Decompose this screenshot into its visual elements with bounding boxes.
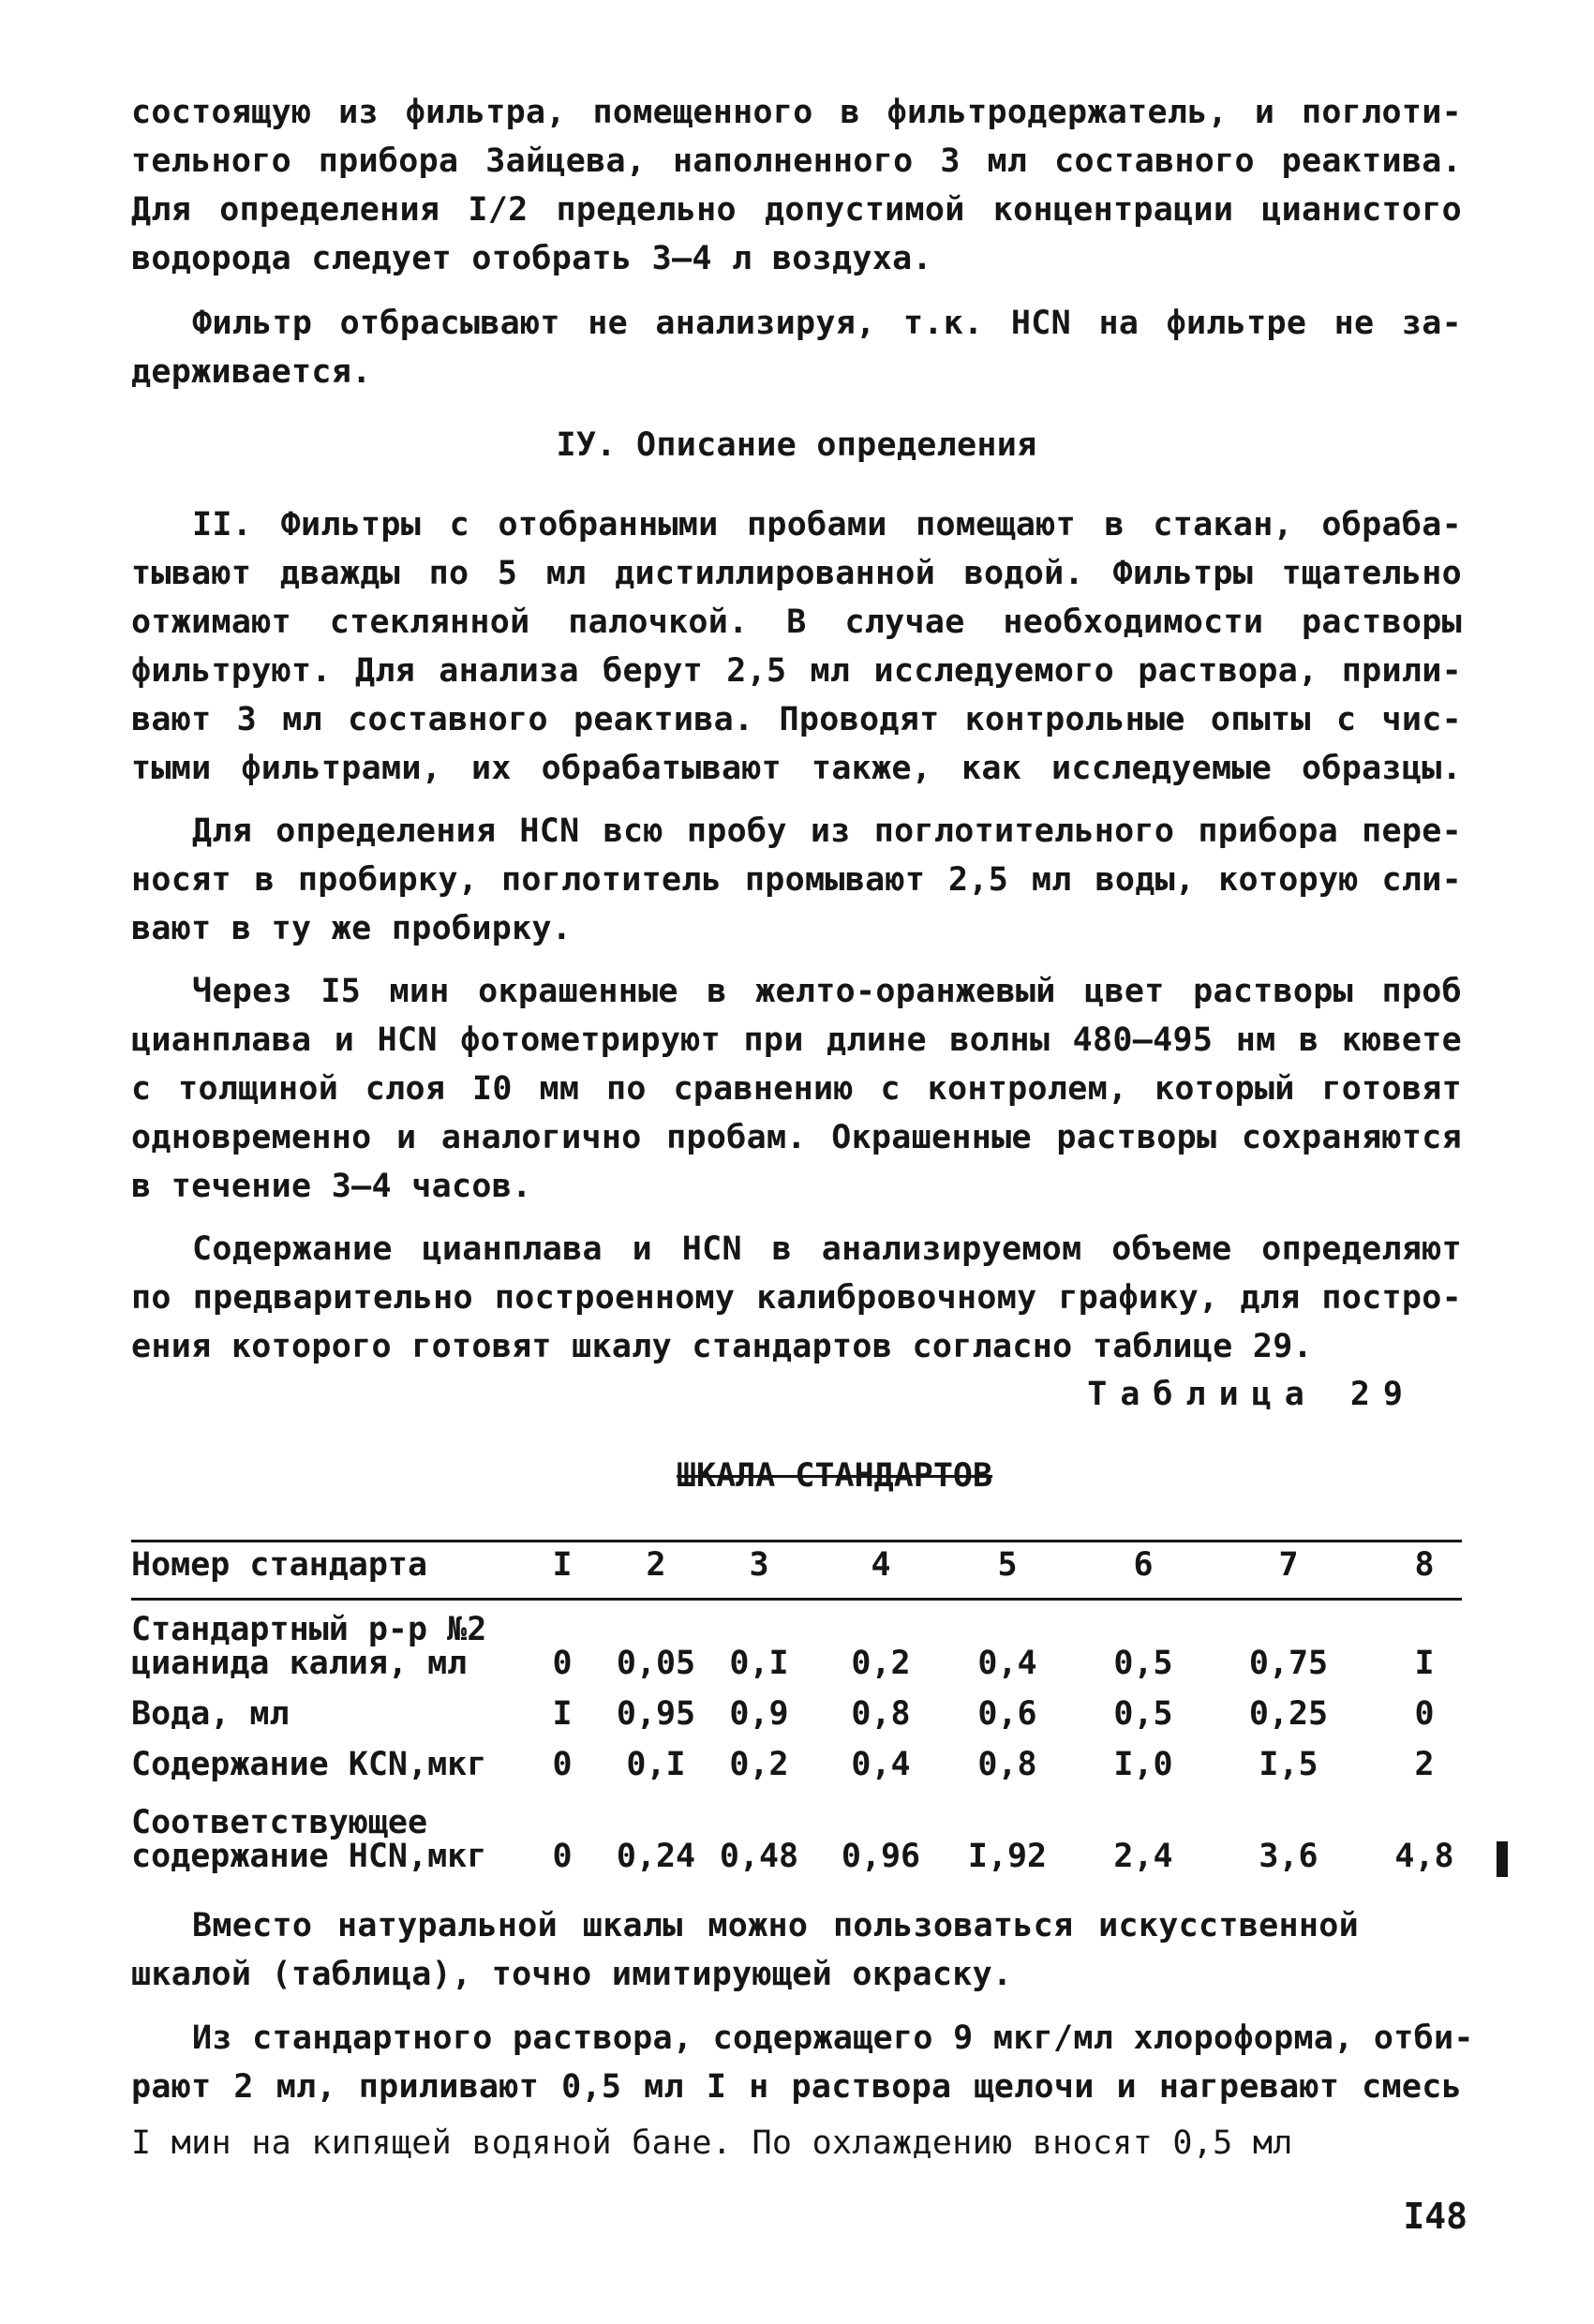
table-cell: 0,96: [841, 1838, 921, 1875]
table-cell: 2: [1414, 1746, 1435, 1783]
text-line: Фильтр отбрасывают не анализируя, т.к. HCN на фильтре не за-: [192, 305, 1462, 342]
table-cell: I,92: [967, 1838, 1048, 1875]
text-line: Через I5 мин окрашенные в желто-оранжевый цвет растворы проб: [192, 973, 1462, 1010]
table-row-label: содержание HCN,мкг: [131, 1838, 487, 1875]
table-header-rule: [131, 1598, 1462, 1601]
table-cell: 0: [552, 1838, 573, 1875]
text-line: одновременно и аналогично пробам. Окрашенные растворы сохраняются: [131, 1119, 1462, 1156]
table-cell: I: [1414, 1645, 1435, 1682]
text-line: отжимают стеклянной палочкой. В случае необходимости растворы: [131, 603, 1462, 641]
table-label: Таблица 29: [1087, 1376, 1416, 1413]
table-cell: 0,05: [616, 1645, 696, 1682]
ink-blot: [1497, 1841, 1508, 1877]
table-cell: 0,48: [719, 1838, 799, 1875]
table-cell: 0,5: [1113, 1645, 1173, 1682]
table-row-label: Вода, мл: [131, 1695, 290, 1733]
text-line: Вместо натуральной шкалы можно пользоваться искусственной: [192, 1907, 1359, 1944]
table-cell: 4,8: [1394, 1838, 1454, 1875]
table-row-label: цианида калия, мл: [131, 1645, 468, 1682]
table-column-header: 7: [1278, 1546, 1299, 1584]
text-line: цианплава и HCN фотометрируют при длине волны 480–495 нм в кювете: [131, 1021, 1462, 1059]
text-line: шкалой (таблица), точно имитирующей окраску.: [131, 1956, 1013, 1993]
text-line: водорода следует отобрать 3–4 л воздуха.: [131, 240, 932, 277]
text-line: вают 3 мл составного реактива. Проводят контрольные опыты с чис-: [131, 701, 1462, 738]
table-cell: 0,25: [1248, 1695, 1329, 1733]
text-line: фильтруют. Для анализа берут 2,5 мл исследуемого раствора, прили-: [131, 652, 1462, 690]
table-cell: 2,4: [1113, 1838, 1173, 1875]
text-line: вают в ту же пробирку.: [131, 910, 573, 947]
table-header-label: Номер стандарта: [131, 1546, 428, 1584]
table-column-header: 8: [1414, 1546, 1435, 1584]
table-cell: 0: [552, 1746, 573, 1783]
table-cell: 0,2: [729, 1746, 789, 1783]
table-cell: 0,95: [616, 1695, 696, 1733]
text-line: по предварительно построенному калибровочному графику, для постро-: [131, 1279, 1462, 1317]
text-line: ения которого готовят шкалу стандартов согласно таблице 29.: [131, 1328, 1313, 1365]
text-line: I мин на кипящей водяной бане. По охлаждению вносят 0,5 мл: [131, 2124, 1293, 2162]
table-title: [0, 1452, 1594, 1499]
table-cell: 0,75: [1248, 1645, 1329, 1682]
table-cell: 0,I: [729, 1645, 789, 1682]
table-cell: 3,6: [1259, 1838, 1318, 1875]
text-line: Из стандартного раствора, содержащего 9 мкг/мл хлороформа, отби-: [192, 2019, 1474, 2057]
table-column-header: 6: [1133, 1546, 1154, 1584]
text-line: Содержание цианплава и HCN в анализируемом объеме определяют: [192, 1230, 1462, 1268]
text-line: тыми фильтрами, их обрабатывают также, как исследуемые образцы.: [131, 750, 1462, 787]
table-cell: 0,8: [977, 1746, 1037, 1783]
table-column-header: 2: [646, 1546, 666, 1584]
table-top-rule: [131, 1540, 1462, 1542]
table-row-label: Стандартный р-р №2: [131, 1611, 487, 1648]
table-cell: 0,5: [1113, 1695, 1173, 1733]
text-line: II. Фильтры с отобранными пробами помещают в стакан, обраба-: [192, 506, 1462, 544]
table-cell: I,0: [1113, 1746, 1173, 1783]
text-line: тельного прибора Зайцева, наполненного 3 мл составного реактива.: [131, 142, 1462, 180]
page-number: I48: [1403, 2196, 1467, 2237]
table-cell: 0: [552, 1645, 573, 1682]
text-line: тывают дважды по 5 мл дистиллированной водой. Фильтры тщательно: [131, 555, 1462, 592]
table-cell: I: [552, 1695, 573, 1733]
text-line: состоящую из фильтра, помещенного в фильтродержатель, и поглоти-: [131, 94, 1462, 131]
text-line: Для определения I/2 предельно допустимой концентрации цианистого: [131, 191, 1462, 229]
text-line: рают 2 мл, приливают 0,5 мл I н раствора щелочи и нагревают смесь: [131, 2068, 1462, 2106]
text-line: с толщиной слоя I0 мм по сравнению с контролем, который готовят: [131, 1070, 1462, 1108]
table-column-header: 5: [997, 1546, 1018, 1584]
table-column-header: I: [552, 1546, 573, 1584]
table-cell: 0,9: [729, 1695, 789, 1733]
table-row-label: Содержание KCN,мкг: [131, 1746, 487, 1783]
table-column-header: 4: [871, 1546, 891, 1584]
table-cell: 0,4: [977, 1645, 1037, 1682]
table-row-label: Соответствующее: [131, 1804, 428, 1841]
text-line: носят в пробирку, поглотитель промывают 2,5 мл воды, которую сли-: [131, 861, 1462, 899]
table-cell: 0,6: [977, 1695, 1037, 1733]
section-heading: IУ. Описание определения: [556, 426, 1037, 464]
table-column-header: 3: [749, 1546, 769, 1584]
table-cell: 0,2: [851, 1645, 911, 1682]
table-cell: I,5: [1259, 1746, 1318, 1783]
text-line: Для определения HCN всю пробу из поглотительного прибора пере-: [192, 812, 1462, 850]
text-line: в течение 3–4 часов.: [131, 1168, 532, 1205]
table-cell: 0: [1414, 1695, 1435, 1733]
table-cell: 0,I: [626, 1746, 686, 1783]
text-line: держивается.: [131, 353, 372, 391]
table-cell: 0,4: [851, 1746, 911, 1783]
table-cell: 0,24: [616, 1838, 696, 1875]
table-title-text: ШКАЛА СТАНДАРТОВ: [676, 1457, 993, 1495]
table-cell: 0,8: [851, 1695, 911, 1733]
